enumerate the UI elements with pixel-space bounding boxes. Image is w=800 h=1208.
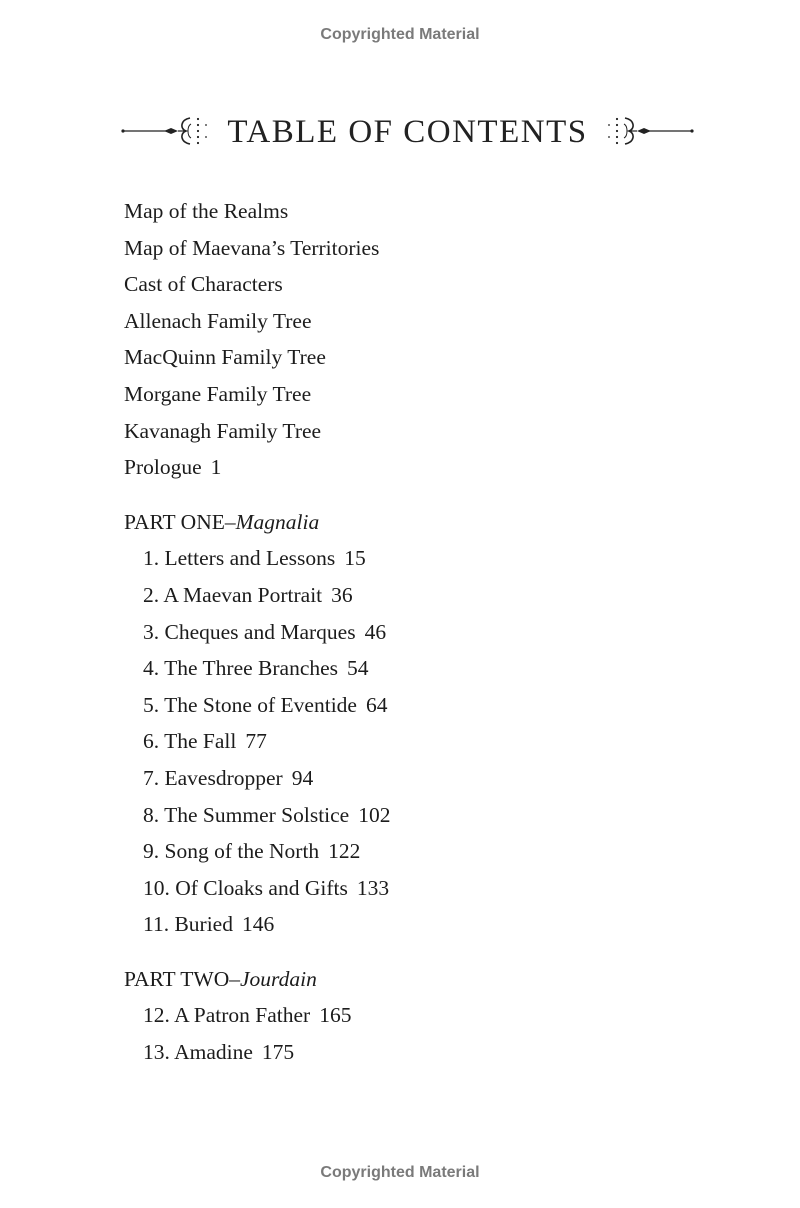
page-title: TABLE OF CONTENTS [227,114,588,150]
chapter-entry[interactable]: 8. The Summer Solstice 102 [143,802,391,827]
chapter-entry[interactable]: 9. Song of the North 122 [143,839,361,864]
heading-row [120,108,695,156]
header-copyright: Copyrighted Material [320,26,480,43]
page-number: 133 [356,875,390,900]
page-number: 175 [261,1040,295,1065]
part-heading-two: PART TWO–Jourdain [124,966,317,991]
page-number: 94 [291,765,314,790]
table-of-contents [124,196,724,1074]
part-heading-one: PART ONE–Magnalia [124,509,320,534]
chapter-entry[interactable]: 12. A Patron Father 165 [143,1003,352,1028]
page-number: 46 [364,619,387,644]
page-number: 54 [347,656,369,681]
chapter-entry[interactable]: 6. The Fall 77 [143,729,267,754]
chapter-entry[interactable]: 7. Eavesdropper 94 [143,765,314,790]
right-flourish-icon [595,112,695,152]
toc-entry-prologue[interactable]: Prologue 1 [124,455,222,480]
chapter-entry[interactable]: 10. Of Cloaks and Gifts 133 [143,875,390,900]
page-number: 36 [331,582,353,607]
page-number: 77 [245,729,267,754]
page-number: 102 [358,802,391,827]
page-number: 64 [365,692,388,717]
page-number: 146 [241,912,275,937]
chapter-entry[interactable]: 13. Amadine 175 [143,1040,295,1065]
part-subtitle: Magnalia [235,509,320,534]
chapter-entry[interactable]: 3. Cheques and Marques 46 [143,619,387,644]
toc-entry-kavanagh-family-tree[interactable]: Kavanagh Family Tree [124,418,322,443]
page-number: 15 [344,546,366,571]
chapter-entry[interactable]: 1. Letters and Lessons 15 [143,546,366,571]
toc-entry-macquinn-family-tree[interactable]: MacQuinn Family Tree [124,345,326,370]
page-number: 1 [210,455,222,480]
footer-copyright: Copyrighted Material [320,1164,480,1181]
toc-entry-morgane-family-tree[interactable]: Morgane Family Tree [124,381,312,406]
toc-entry-cast-of-characters[interactable]: Cast of Characters [124,272,283,297]
chapter-entry[interactable]: 4. The Three Branches 54 [143,656,369,681]
chapter-entry[interactable]: 2. A Maevan Portrait 36 [143,582,353,607]
chapter-entry[interactable]: 5. The Stone of Eventide 64 [143,692,388,717]
part-subtitle: Jourdain [240,966,317,991]
page-number: 165 [319,1003,352,1028]
page-number: 122 [328,839,361,864]
toc-entry-map-of-territories[interactable]: Map of Maevana’s Territories [124,235,380,260]
chapter-entry[interactable]: 11. Buried 146 [143,912,275,937]
toc-entry-map-of-realms[interactable]: Map of the Realms [124,199,289,223]
toc-entry-allenach-family-tree[interactable]: Allenach Family Tree [124,308,312,333]
